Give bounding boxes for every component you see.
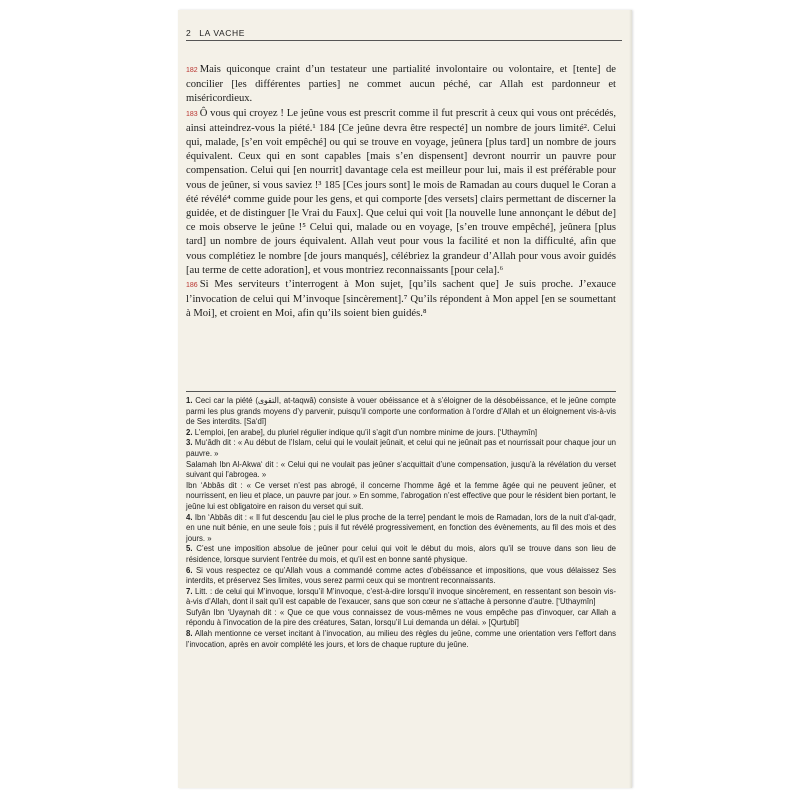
footnote <box>186 513 616 545</box>
footnote <box>186 396 616 428</box>
footnote-text: Salamah Ibn Al-Akwa‘ dit : « Celui qui ne voulait pas jeûner s’acquittait d’une compensation, jusqu’à la révélation du verset suivant qui l’abrogea. » <box>186 459 616 480</box>
verse-paragraph <box>186 278 616 322</box>
verse-body: Si Mes serviteurs t’interrogent à Mon sujet, [qu’ils sachent que] Je suis proche. J’exauce l’invocation de celui qui M’invoque [sincèrement].⁷ Qu’ils répondent à Mon appel [en se soumettant à Moi], et croient en Moi, afin qu’ils soient bien guidés.⁸ <box>186 279 616 320</box>
verse-body: Mais quiconque craint d’un testateur une partialité involontaire ou volontaire, et [tente] de concilier [les différentes parties] ne commet aucun péché, car Allah est pardonneur et miséricordieux. <box>186 64 616 105</box>
footnote <box>186 566 616 587</box>
footnote <box>186 438 616 459</box>
footnote-number: 1. <box>186 396 193 405</box>
footnote-number: 2. <box>186 427 193 437</box>
footnote-text: Mu‘âdh dit : « Au début de l’Islam, celui qui le voulait jeûnait, et celui qui ne jeûnait pas et nourrissait pour chaque jour un pauvre. » <box>186 438 616 458</box>
verse-body: Ô vous qui croyez ! Le jeûne vous est prescrit comme il fut prescrit à ceux qui vous ont précédés, ainsi atteindrez-vous la piété.¹ 184 [Ce jeûne devra être respecté] un nombre de jours limité². Celui qui, malade, [s’en voit empêché] ou qui se trouve en voyage, jeûnera [plus tard] un nombre de jours équivalent. Ceux qui en sont capables [mais s’en dispensent] devront nourrir un pauvre pour compensation. Celui qui [en nourrit] davantage cela est meilleur pour lui, mais il est préférable pour vous de jeûner, si vous saviez !³ 185 [Ces jours sont] le mois de Ramadan au cours duquel le Coran a été révélé⁴ comme guide pour les gens, et qui comporte [des versets] clairs permettant de discerner la guidée, et de distinguer [le Vrai du Faux]. Que celui qui voit [la nouvelle lune annonçant le début de] ce mois observe le jeûne !⁵ Celui qui, malade ou en voyage, [s’en trouve empêché], jeûnera [plus tard] un nombre de jours équivalent. Allah veut pour vous la facilité et non la difficulté, afin que vous complétiez le nombre [de jours manqués], célébriez la grandeur d’Allah pour vous avoir guidés [au terme de cette adoration], et vous montriez reconnaissants [pour cela].⁶ <box>186 107 616 276</box>
running-header <box>186 28 622 41</box>
footnote-text: C’est une imposition absolue de jeûner pour celui qui voit le début du mois, alors qu’il se trouve dans son lieu de résidence, lorsque survient l’entrée du mois, et qu’il est en bonne santé physique. <box>186 544 617 564</box>
footnote-text: Ceci car la piété (التقوى, at-taqwâ) consiste à vouer obéissance et à s’éloigner de la désobéissance, et le jeûne compte parmi les plus grands moyens d’y parvenir, puisqu’il comporte une conformation à l’ordre d’Allah et un éloignement vis-à-vis de Ses interdits. [Sa‘dî] <box>186 396 616 427</box>
verse-number: 182 <box>186 67 198 74</box>
footnote <box>186 608 616 629</box>
footnote-text: Sufyân Ibn ‘Uyaynah dit : « Que ce que vous connaissez de vous-mêmes ne vous empêche pas d’invoquer, car Allah a répondu à l’invocation de la pire des créatures, Satan, lorsqu’il Lui demanda un délai. » [Qurṭubî] <box>186 607 616 628</box>
footnote-number: 4. <box>186 512 193 522</box>
footnote-number: 8. <box>186 629 193 639</box>
footnote <box>186 629 616 650</box>
footnote <box>186 587 616 608</box>
footnotes <box>186 396 616 650</box>
footnote-text: Ibn ‘Abbâs dit : « Ce verset n’est pas abrogé, il concerne l’homme âgé et la femme âgée qui ne peuvent jeûner, et nourrissent, en lieu et place, un pauvre par jour. » En somme, l’abrogation n’est effective que pour le résident bien portant, le jeûne lui est obligatoire en raison du verset qui suit. <box>186 480 616 511</box>
footnote-number: 3. <box>186 438 193 448</box>
verse-number: 186 <box>186 282 198 290</box>
verse-text <box>186 63 616 322</box>
book-page <box>178 10 632 788</box>
footnote-divider <box>186 391 616 392</box>
footnote <box>186 481 616 513</box>
page-number: 2 <box>186 28 192 38</box>
footnote-number: 6. <box>186 565 193 575</box>
footnote-text: Si vous respectez ce qu’Allah vous a commandé comme actes d’obéissance et impositions, que vous délaissez Ses interdits, et préservez Ses limites, vous serez parmi ceux qui se montrent reconnaissants. <box>186 565 616 586</box>
footnote-text: Litt. : de celui qui M’invoque, lorsqu’il M’invoque, c’est-à-dire lorsqu’il invoque sincèrement, en ressentant son besoin vis-à-vis d’Allah, dont il sait qu’il est capable de l’exaucer, sans que son cœur ne s’attache à personne d’autre. [‘Uthaymîn] <box>186 586 616 607</box>
verse-paragraph <box>186 63 616 107</box>
verse-number: 183 <box>186 110 198 118</box>
footnote-text: Ibn ‘Abbâs dit : « Il fut descendu [au ciel le plus proche de la terre] pendant le mois de Ramadan, lors de la nuit d’al-qadr, en une nuit bénie, en une seule fois ; puis il fut révélé progressivement, en fonction des évènements, au fil des mois et des jours. » <box>186 512 617 543</box>
chapter-title: LA VACHE <box>199 28 246 38</box>
footnote-number: 5. <box>186 544 193 554</box>
footnote <box>186 460 616 481</box>
verse-paragraph <box>186 107 616 278</box>
footnote-number: 7. <box>186 586 193 596</box>
footnote-text: Allah mentionne ce verset incitant à l’invocation, au milieu des règles du jeûne, comme une orientation vers l’effort dans l’invocation, après en avoir complété les jours, et lors de chaque rupture du jeûne. <box>186 629 616 649</box>
footnote <box>186 544 616 565</box>
footnote-text: L’emploi, [en arabe], du pluriel régulier indique qu’il s’agit d’un nombre minime de jours. [‘Uthaymîn] <box>194 427 538 437</box>
footnote <box>186 428 616 439</box>
